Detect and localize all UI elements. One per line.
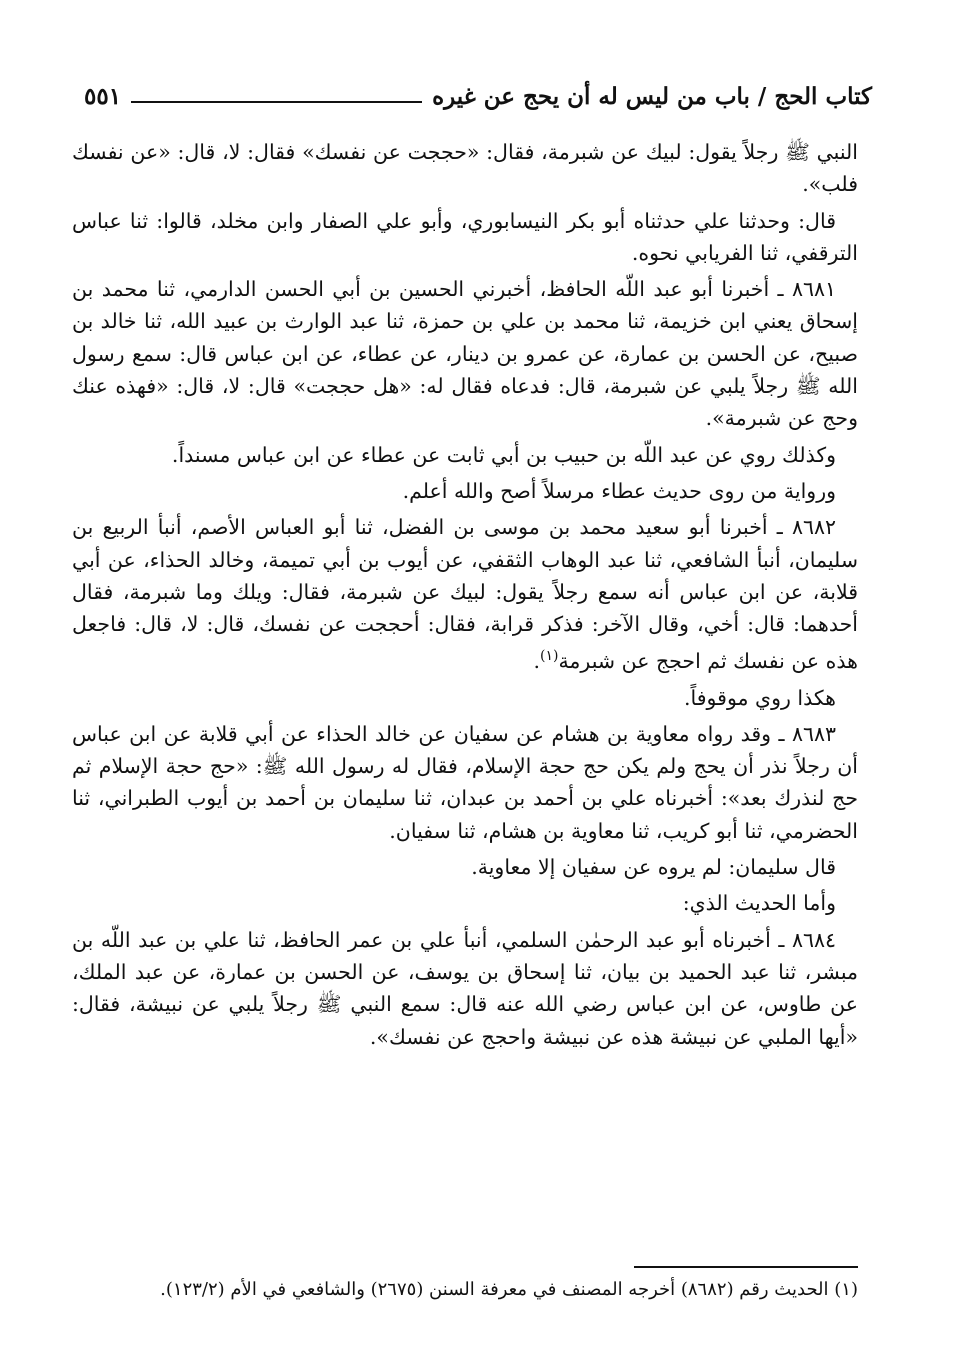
- paragraph-continuation: النبي ﷺ رجلاً يقول: لبيك عن شبرمة، فقال: «حججت عن نفسك» فقال: لا، قال: «عن نفسك فلب».: [72, 140, 858, 197]
- hadith-8682: [72, 511, 858, 677]
- hadith-8684: ٨٦٨٤ ـ أخبرناه أبو عبد الرحمٰن السلمي، أنبأ علي بن عمر الحافظ، ثنا علي بن عبد اللّه بن مبشر، ثنا عبد الحميد بن بيان، ثنا إسحاق بن يوسف، عن الحسن بن عمارة، عن عبد الملك، عن طاوس، عن ابن عباس رضي الله عنه قال: سمع النبي ﷺ رجلاً يلبي عن نبيشة، فقال: «أيها الملبي عن نبيشة هذه عن نبيشة واحجج عن نفسك».: [72, 927, 858, 1049]
- paragraph: ورواية من روى حديث عطاء مرسلاً أصح والله أعلم.: [402, 478, 836, 503]
- footnote: (١) الحديث رقم (٨٦٨٢) أخرجه المصنف في معرفة السنن (٢٦٧٥) والشافعي في الأم (١٢٣/٢).: [160, 1279, 858, 1300]
- hadith-8683: ٨٦٨٣ ـ وقد رواه معاوية بن هشام عن سفيان عن خالد الحذاء عن أبي قلابة عن ابن عباس أن رجلاً نذر أن يحج ولم يكن حج حجة الإسلام، فقال له رسول الله ﷺ: «حج حجة الإسلام ثم حج لنذرك بعد»: أخبرناه علي بن أحمد بن عبدان، ثنا سليمان بن أحمد بن أيوب الطبراني، ثنا الحضرمي، ثنا أبو كريب، ثنا معاوية بن هشام، ثنا سفيان.: [72, 721, 858, 843]
- hadith-8682-end: .: [533, 649, 540, 674]
- page-number: ٥٥١: [84, 82, 122, 110]
- hadith-8682-text: ٨٦٨٢ ـ أخبرنا أبو سعيد محمد بن موسى بن الفضل، ثنا أبو العباس الأصم، أنبأ الربيع بن سليمان، أنبأ الشافعي، ثنا عبد الوهاب الثقفي، عن أيوب بن أبي تميمة، وخالد الحذاء، عن أبي قلابة، عن ابن عباس أنه سمع رجلاً يقول: لبيك عن شبرمة، فقال: ويلك وما شبرمة، فقال أحدهما: قال: أخي، وقال الآخر: فذكر قرابة، فقال: أحججت عن نفسك، قال: لا، قال: فاجعل هذه عن نفسك ثم احجج عن شبرمة: [72, 515, 858, 674]
- chapter-title: كتاب الحج / باب من ليس له أن يحج عن غيره: [432, 82, 872, 110]
- paragraph: وأما الحديث الذي:: [682, 891, 836, 916]
- paragraph: قال: وحدثنا علي حدثناه أبو بكر النيسابوري، وأبو علي الصفار وابن مخلد، قالوا: ثنا عباس الترقفي، ثنا الفريابي نحوه.: [72, 208, 858, 265]
- main-text: [72, 136, 858, 1057]
- running-header: [84, 76, 872, 116]
- paragraph: قال سليمان: لم يروه عن سفيان إلا معاوية.: [471, 855, 836, 880]
- header-rule: [131, 101, 422, 103]
- hadith-8681: ٨٦٨١ ـ أخبرنا أبو عبد اللّه الحافظ، أخبرني الحسين بن أبي الحسن الدارمي، ثنا محمد بن إسحاق يعني ابن خزيمة، ثنا محمد بن علي بن حمزة، ثنا عبد الوارث بن عبيد الله، ثنا خالد بن صبيح، عن الحسن بن عمارة، عن عمرو بن دينار، عن عطاء، عن ابن عباس قال: سمع رسول الله ﷺ رجلاً يلبي عن شبرمة، قال: فدعاه فقال له: «هل حججت» قال: لا، قال: «فهذه عنك وحج عن شبرمة».: [72, 277, 858, 431]
- paragraph: هكذا روي موقوفاً.: [684, 685, 836, 710]
- paragraph: وكذلك روي عن عبد اللّه بن حبيب بن أبي ثابت عن عطاء عن ابن عباس مسنداً.: [171, 442, 836, 467]
- footnote-separator: [634, 1266, 858, 1268]
- footnote-marker: (١): [539, 648, 559, 665]
